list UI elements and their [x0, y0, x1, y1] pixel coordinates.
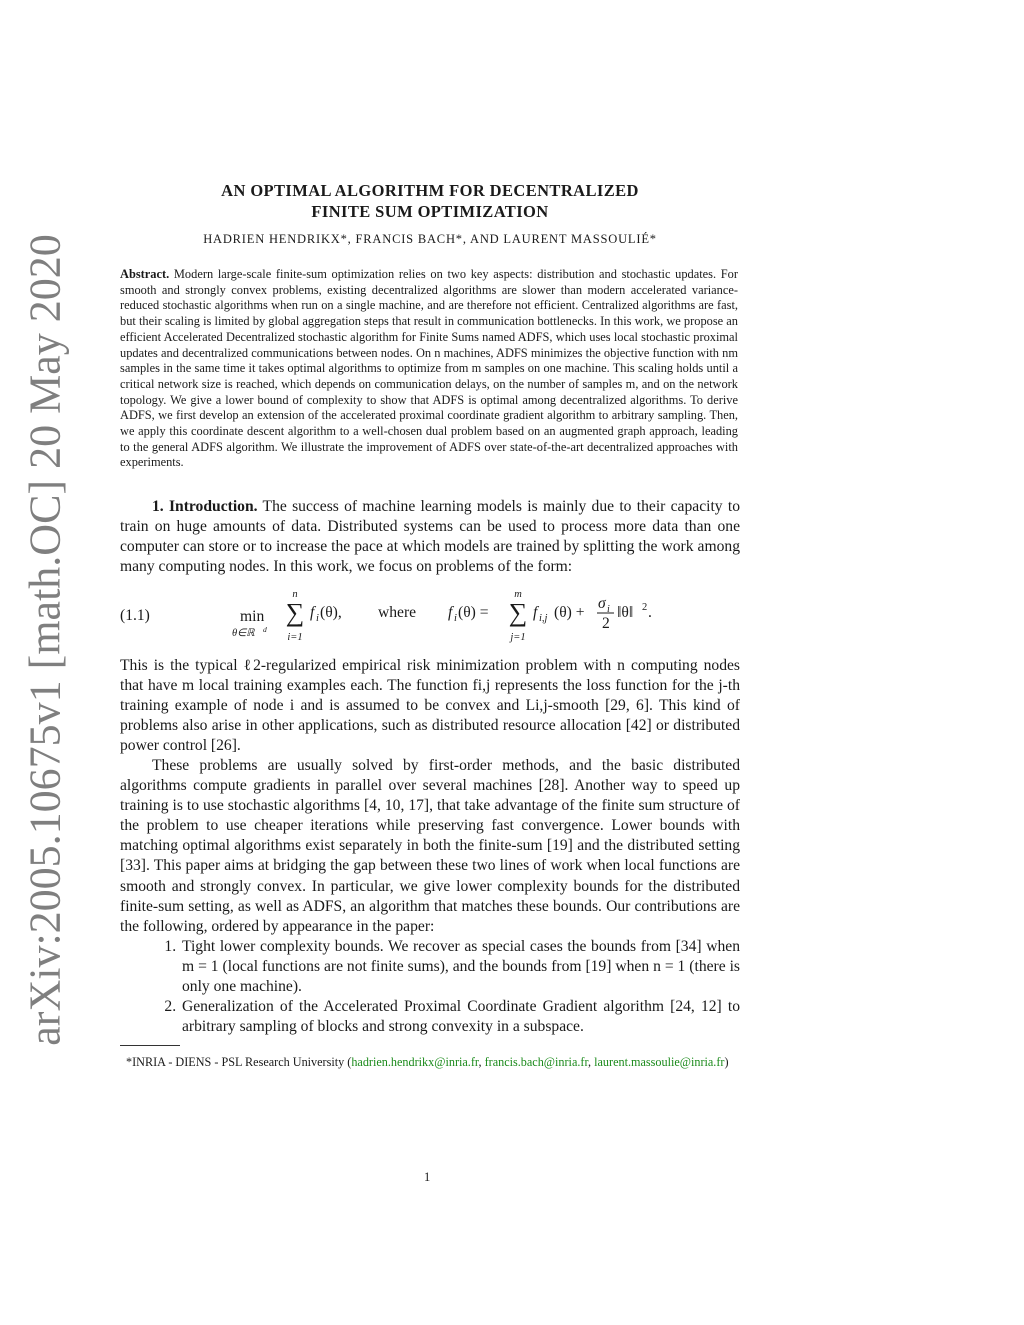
eq-sum-top-1: n — [292, 588, 298, 600]
footnote-rule — [120, 1045, 180, 1046]
eq-term-2: f — [533, 603, 538, 621]
abstract-label: Abstract. — [120, 267, 170, 281]
equation-1-1 — [120, 588, 740, 650]
eq-sum-bottom-2: j=1 — [510, 631, 526, 643]
eq-where: where — [378, 603, 417, 621]
eq-sum-sign-1: ∑ — [285, 597, 305, 627]
eq-min: min — [240, 607, 265, 625]
eq-frac-num-sub: i — [607, 603, 610, 615]
email-link-massoulie[interactable]: laurent.massoulie@inria.fr — [594, 1055, 725, 1070]
eq-tail-end: . — [648, 603, 652, 621]
equation-formula — [210, 588, 740, 650]
eq-term-1: f — [310, 603, 315, 621]
eq-frac-den: 2 — [602, 614, 610, 632]
footnote-suffix: ) — [724, 1055, 729, 1070]
eq-tail: ‖θ‖ — [617, 603, 634, 621]
eq-tail-sup: 2 — [642, 601, 648, 613]
arxiv-stamp-text: arXiv:2005.10675v1 [math.OC] 20 May 2020 — [20, 234, 70, 1046]
title-line-2: FINITE SUM OPTIMIZATION — [311, 202, 549, 221]
footnote-separator: , — [588, 1055, 595, 1070]
section-heading: 1. Introduction. — [152, 498, 258, 516]
list-item: 1. Tight lower complexity bounds. We recover as special cases the bounds from [34] when m = 1 (local functions are not finite sums), and the bounds from [19] when n = 1 (there is only one machine). — [180, 937, 740, 997]
eq-term-1-sub: i — [316, 612, 319, 624]
eq-min-sub-sup: d — [263, 624, 267, 634]
eq-sum-sign-2: ∑ — [508, 597, 528, 627]
footnote-prefix: *INRIA - DIENS - PSL Research University ( — [126, 1055, 352, 1070]
paper-page — [120, 180, 740, 1070]
equation-label: (1.1) — [120, 606, 150, 624]
eq-term-2-arg: (θ) + — [554, 603, 585, 621]
footnote-separator: , — [478, 1055, 485, 1070]
eq-min-sub: θ∈ℝ — [232, 627, 255, 639]
footnote — [120, 1054, 740, 1070]
abstract — [120, 267, 738, 471]
paper-title — [120, 180, 740, 222]
contributions-list — [120, 937, 740, 1037]
page-number: 1 — [424, 1170, 431, 1184]
eq-lhs-sub: i — [454, 612, 457, 624]
list-item: 2. Generalization of the Accelerated Proximal Coordinate Gradient algorithm [24, 12] to arbitrary sampling of blocks and strong convexity in a subspace. — [180, 997, 740, 1037]
email-link-bach[interactable]: francis.bach@inria.fr — [484, 1055, 589, 1070]
eq-lhs: f — [448, 603, 453, 621]
email-link-hendrikx[interactable]: hadrien.hendrikx@inria.fr — [351, 1055, 479, 1070]
eq-term-2-sub: i,j — [539, 612, 548, 624]
intro-paragraph-2: This is the typical ℓ2-regularized empirical risk minimization problem with n computing nodes that have m local training examples each. The function fi,j represents the loss function for the j-th training example of node i and is assumed to be convex and Li,j-smooth [29, 6]. This kind of problems also arise in other applications, such as distributed resource allocation [42] or distributed power control [26]. — [120, 656, 740, 754]
intro-text-1: The success of machine learning models is mainly due to their capacity to train on huge amounts of data. Distributed systems can be used to process more data than one computer can store or to increase the pace at which models are trained by splitting the work among many computing nodes. In this work, we focus on problems of the form: — [120, 498, 741, 576]
introduction-section — [120, 497, 740, 1070]
title-line-1: AN OPTIMAL ALGORITHM FOR DECENTRALIZED — [221, 181, 639, 200]
abstract-text: Modern large-scale finite-sum optimization relies on two key aspects: distribution and stochastic updates. For smooth and strongly convex problems, existing decentralized algorithms are slower than modern accelerated variance-reduced stochastic algorithms when run on a single machine, and are therefore not efficient. Centralized algorithms are fast, but their scaling is limited by global aggregation steps that result in communication bottlenecks. In this work, we propose an efficient Accelerated Decentralized stochastic algorithm for Finite Sums named ADFS, which uses local stochastic proximal updates and decentralized communications between nodes. On n machines, ADFS minimizes the objective function with nm samples in the same time it takes optimal algorithms to optimize from m samples on one machine. This scaling holds until a critical network size is reached, which depends on communication delays, on the number of samples m, and on the network topology. We give a lower bound of complexity to show that ADFS is optimal among decentralized algorithms. To derive ADFS, we first develop an extension of the accelerated proximal coordinate gradient algorithm to arbitrary sampling. Then, we apply this coordinate descent algorithm to a well-chosen dual problem based on an augmented graph approach, leading to the general ADFS algorithm. We illustrate the improvement of ADFS over state-of-the-art decentralized approaches with experiments. — [120, 267, 738, 470]
eq-sum-top-2: m — [514, 588, 522, 600]
eq-term-1-arg: (θ), — [320, 603, 342, 621]
eq-lhs-arg: (θ) = — [458, 603, 489, 621]
authors: HADRIEN HENDRIKX*, FRANCIS BACH*, AND LAURENT MASSOULIÉ* — [203, 232, 657, 246]
eq-frac-num: σ — [598, 594, 606, 612]
intro-paragraph-3: These problems are usually solved by first-order methods, and the basic distributed algorithms compute gradients in parallel over several machines [28]. Another way to speed up training is to use stochastic algorithms [4, 10, 17], that take advantage of the finite sum structure of the problem to use cheaper iterations while preserving fast convergence. Lower bounds with matching optimal algorithms exist separately in both the finite-sum [19] and the distributed setting [33]. This paper aims at bridging the gap between these two lines of work when local functions are smooth and strongly convex. In particular, we give lower complexity bounds for the distributed finite-sum setting, as well as ADFS, an algorithm that matches these bounds. Our contributions are the following, ordered by appearance in the paper: — [120, 756, 740, 935]
eq-sum-bottom-1: i=1 — [287, 631, 303, 643]
intro-paragraph-1 — [120, 497, 740, 577]
